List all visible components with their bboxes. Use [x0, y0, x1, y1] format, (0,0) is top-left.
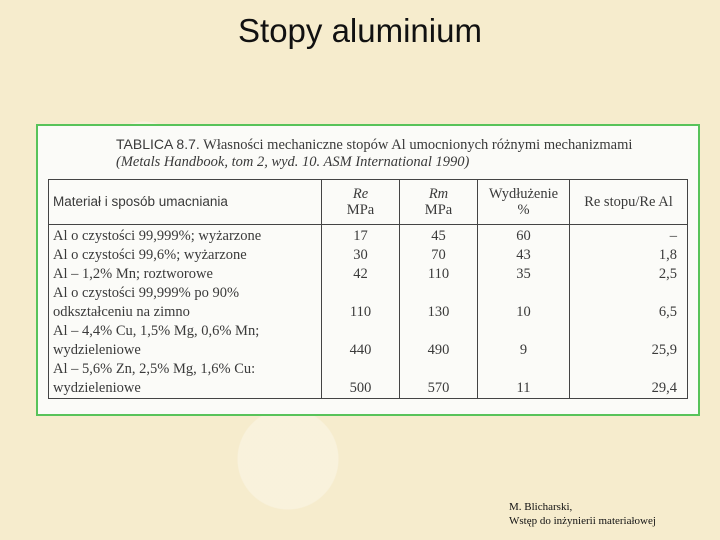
material-line: odkształceniu na zimno — [53, 304, 190, 320]
table-caption-label: TABLICA 8.7. — [116, 136, 200, 152]
elongation-value: 60 — [516, 228, 531, 244]
re-value: 500 — [349, 380, 372, 396]
elongation-column — [478, 225, 570, 399]
re-value: 110 — [349, 304, 372, 320]
ratio-value: 25,9 — [651, 342, 677, 358]
header-rm-symbol: Rm — [428, 186, 449, 202]
material-line: Al o czystości 99,999% po 90% — [53, 285, 240, 301]
footer-author: M. Blicharski, — [509, 501, 573, 513]
header-elongation-unit: % — [517, 202, 530, 218]
slide-title: Stopy aluminium — [238, 12, 482, 49]
table-caption-source: (Metals Handbook, tom 2, wyd. 10. ASM International 1990) — [116, 154, 470, 170]
re-value: 440 — [349, 342, 372, 358]
footer-book: Wstęp do inżynierii materiałowej — [509, 515, 656, 527]
rm-value: 490 — [427, 342, 450, 358]
elongation-value: 43 — [516, 247, 531, 263]
re-value: 42 — [353, 266, 368, 282]
header-re-unit: MPa — [346, 202, 375, 218]
material-line: Al – 5,6% Zn, 2,5% Mg, 1,6% Cu: — [53, 361, 256, 377]
table-body — [49, 225, 688, 399]
header-re-symbol: Re — [352, 186, 369, 202]
material-line: wydzieleniowe — [53, 380, 141, 396]
ratio-value: – — [669, 228, 677, 244]
material-line: Al o czystości 99,6%; wyżarzone — [53, 247, 247, 263]
elongation-value: 35 — [516, 266, 531, 282]
rm-value: 130 — [427, 304, 450, 320]
elongation-value: 9 — [519, 342, 528, 358]
header-re — [322, 180, 400, 225]
slide-footer — [509, 500, 656, 528]
material-line: Al o czystości 99,999%; wyżarzone — [53, 228, 262, 244]
header-rm — [400, 180, 478, 225]
elongation-value: 10 — [516, 304, 531, 320]
scanned-table-image — [36, 124, 700, 416]
rm-value: 70 — [431, 247, 446, 263]
header-elongation — [478, 180, 570, 225]
rm-value: 570 — [427, 380, 450, 396]
table-caption-text: Własności mechaniczne stopów Al umocnionych różnymi mechanizmami — [203, 137, 633, 153]
material-column — [49, 225, 322, 399]
ratio-value: 1,8 — [658, 247, 677, 263]
header-elongation-label: Wydłużenie — [488, 186, 559, 202]
material-line: Al – 1,2% Mn; roztworowe — [53, 266, 213, 282]
ratio-column — [570, 225, 688, 399]
header-material: Materiał i sposób umacniania — [49, 180, 322, 225]
table-caption-title — [116, 136, 632, 154]
rm-column — [400, 225, 478, 399]
header-rm-unit: MPa — [424, 202, 453, 218]
ratio-value: 2,5 — [658, 266, 677, 282]
header-ratio: Re stopu/Re Al — [570, 180, 688, 225]
material-line: Al – 4,4% Cu, 1,5% Mg, 0,6% Mn; — [53, 323, 260, 339]
table-header-row — [49, 180, 688, 225]
elongation-value: 11 — [516, 380, 531, 396]
material-line: wydzieleniowe — [53, 342, 141, 358]
re-value: 17 — [353, 228, 368, 244]
rm-value: 45 — [431, 228, 446, 244]
re-column — [322, 225, 400, 399]
ratio-value: 29,4 — [651, 380, 677, 396]
rm-value: 110 — [427, 266, 450, 282]
properties-table — [48, 179, 688, 399]
ratio-value: 6,5 — [658, 304, 677, 320]
re-value: 30 — [353, 247, 368, 263]
